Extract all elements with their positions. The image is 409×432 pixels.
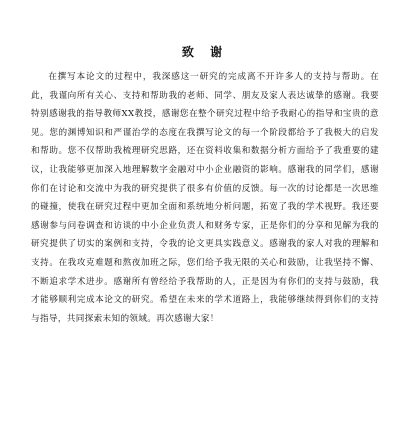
acknowledgement-paragraph: 在撰写本论文的过程中，我深感这一研究的完成离不开许多人的支持与帮助。在此，我谨向所有关心、支持和帮助我的老师、同学、朋友及家人表达诚挚的感谢。我要特别感谢我的指导教师XX教授，感谢您在整个研究过程中给予我耐心的指导和宝贵的意见。您的渊博知识和严谨治学的态度在我撰写论文的每一个阶段都给予了我极大的启发和帮助。您不仅帮助我梳理研究思路，还在资料收集和数据分析方面给予了我重要的建议，让我能够更加深入地理解数字金融对中小企业融资的影响。感谢我的同学们，感谢你们在讨论和交流中为我的研究提供了很多有价值的反馈。每一次的讨论都是一次思维的碰撞，使我在研究过程中更加全面和系统地分析问题，拓宽了我的学术视野。我还要感谢参与问卷调查和访谈的中小企业负责人和财务专家，正是你们的分享和见解为我的研究提供了切实的案例和支持，令我的论文更具实践意义。感谢我的家人对我的理解和支持。在我攻克难题和熬夜加班之际，您们给予我无限的关心和鼓励，让我坚持不懈、不断追求学术进步。感谢所有曾经给予我帮助的人，正是因为有你们的支持与鼓励，我才能够顺利完成本论文的研究。希望在未来的学术道路上，我能够继续得到你们的支持与指导，共同探索未知的领域。再次感谢大家！ bbox=[31, 72, 379, 324]
page-title: 致 谢 bbox=[181, 45, 229, 59]
